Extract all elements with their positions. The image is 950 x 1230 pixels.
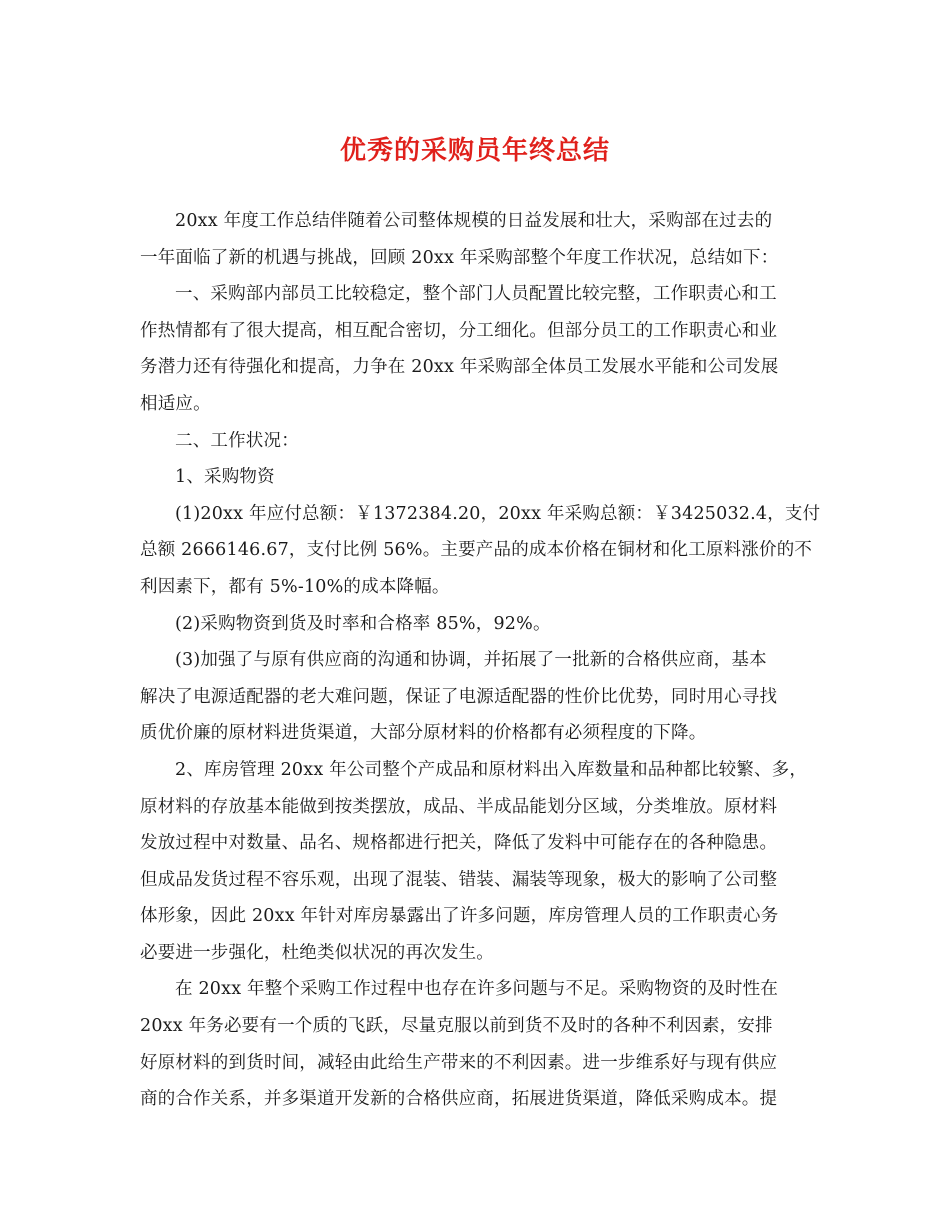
text-line: 利因素下，都有 5%-10%的成本降幅。 — [140, 576, 450, 597]
text-line: 作热情都有了很大提高，相互配合密切，分工细化。但部分员工的工作职责心和业 — [140, 320, 778, 341]
text-line: 好原材料的到货时间，减轻由此给生产带来的不利因素。进一步维系好与现有供应 — [140, 1052, 778, 1073]
text-line: 2、库房管理 20xx 年公司整个产成品和原材料出入库数量和品种都比较繁、多， — [175, 759, 808, 780]
document-body — [140, 203, 820, 1118]
text-line: 务潜力还有待强化和提高，力争在 20xx 年采购部全体员工发展水平能和公司发展 — [140, 357, 779, 378]
text-line: 总额 2666146.67，支付比例 56%。主要产品的成本价格在铜材和化工原料涨价的不 — [140, 540, 813, 561]
text-line: 质优价廉的原材料进货渠道，大部分原材料的价格都有必须程度的下降。 — [140, 723, 707, 744]
document-title: 优秀的采购员年终总结 — [339, 136, 610, 166]
text-line: (2)采购物资到货及时率和合格率 85%，92%。 — [175, 613, 551, 634]
text-line: 在 20xx 年整个采购工作过程中也存在许多问题与不足。采购物资的及时性在 — [175, 979, 779, 1000]
text-line: 体形象，因此 20xx 年针对库房暴露出了许多问题，库房管理人员的工作职责心务 — [140, 906, 779, 927]
text-line: 但成品发货过程不容乐观，出现了混装、错装、漏装等现象，极大的影响了公司整 — [140, 869, 778, 890]
text-line: 一年面临了新的机遇与挑战，回顾 20xx 年采购部整个年度工作状况，总结如下： — [140, 247, 779, 268]
text-line: 必要进一步强化，杜绝类似状况的再次发生。 — [140, 942, 494, 963]
text-line: 20xx 年务必要有一个质的飞跃，尽量克服以前到货不及时的各种不利因素，安排 — [140, 1016, 773, 1037]
text-line: (1)20xx 年应付总额：￥1372384.20，20xx 年采购总额：￥3425032.4，支付 — [175, 503, 821, 524]
text-line: 二、工作状况： — [175, 430, 299, 451]
text-line: 原材料的存放基本能做到按类摆放，成品、半成品能划分区域，分类堆放。原材料 — [140, 796, 778, 817]
text-line: 解决了电源适配器的老大难问题，保证了电源适配器的性价比优势，同时用心寻找 — [140, 686, 778, 707]
text-line: 相适应。 — [140, 393, 211, 414]
text-line: 1、采购物资 — [175, 467, 275, 488]
text-line: 一、采购部内部员工比较稳定，整个部门人员配置比较完整，工作职责心和工 — [175, 284, 777, 305]
text-line: (3)加强了与原有供应商的沟通和协调，并拓展了一批新的合格供应商，基本 — [175, 650, 767, 671]
text-line: 发放过程中对数量、品名、规格都进行把关，降低了发料中可能存在的各种隐患。 — [140, 833, 778, 854]
text-line: 商的合作关系，并多渠道开发新的合格供应商，拓展进货渠道，降低采购成本。提 — [140, 1089, 778, 1110]
text-line: 20xx 年度工作总结伴随着公司整体规模的日益发展和壮大，采购部在过去的 — [175, 211, 773, 231]
